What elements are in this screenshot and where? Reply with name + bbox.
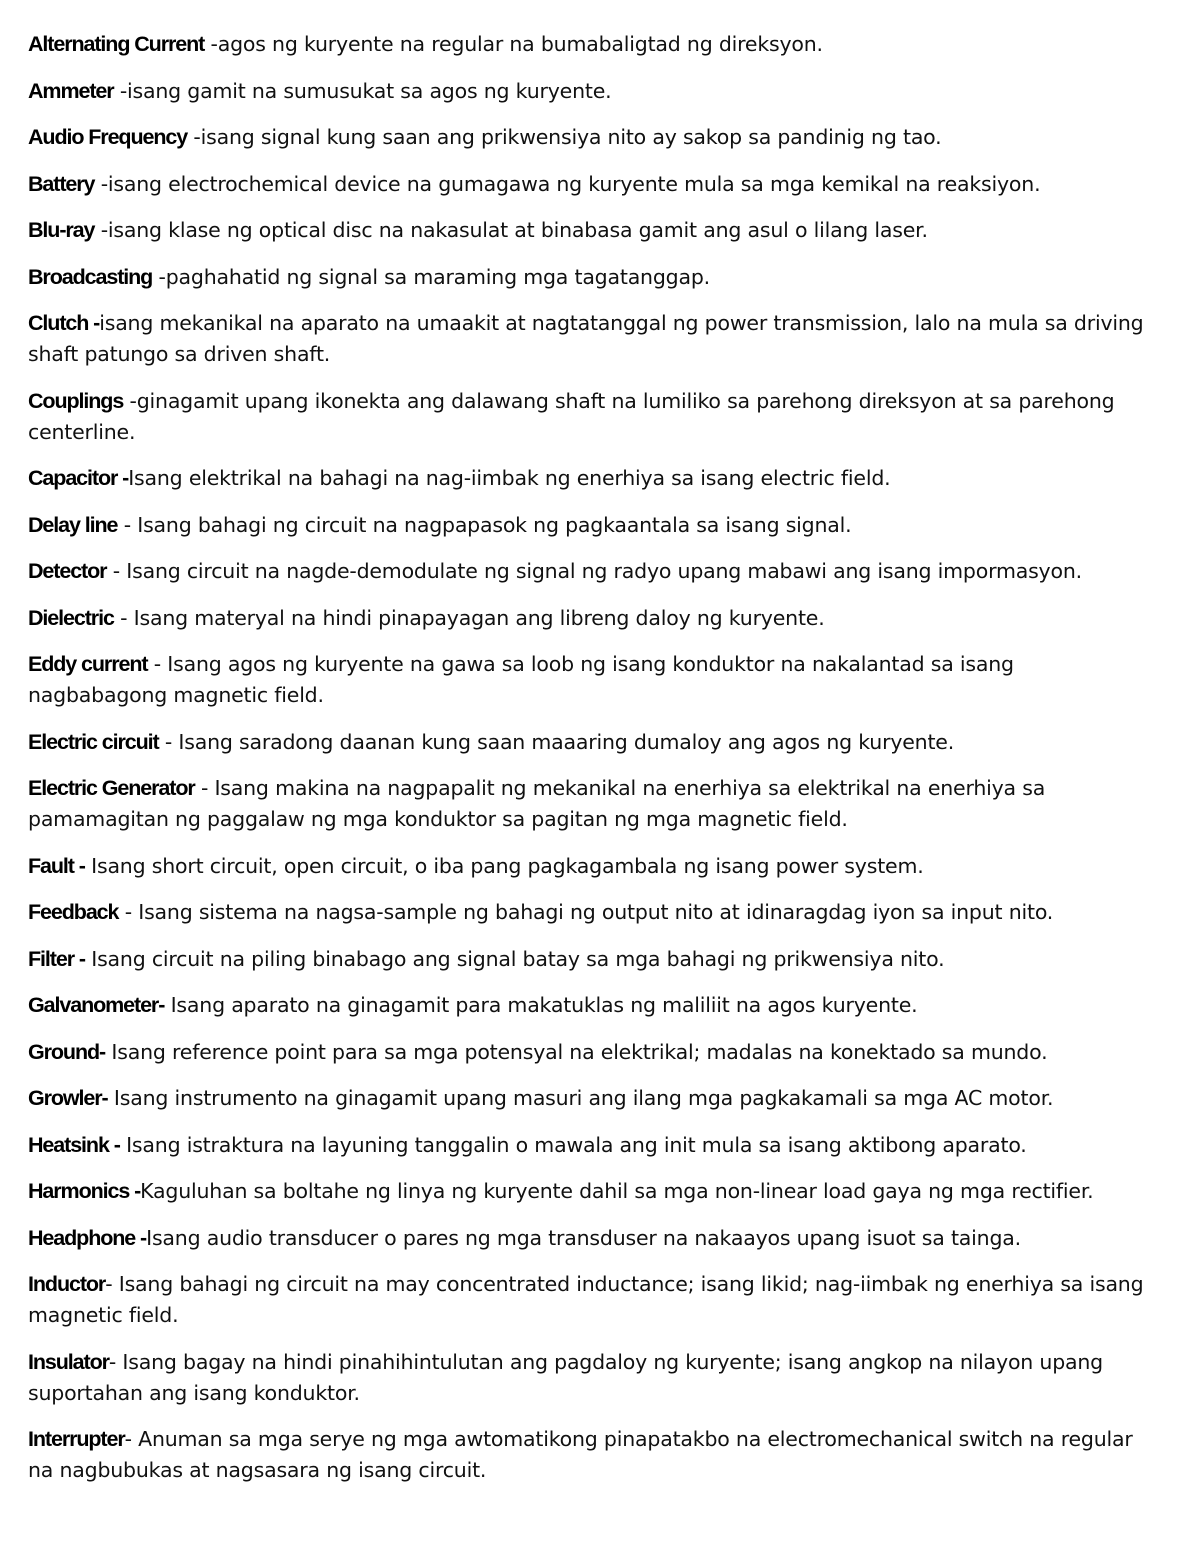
glossary-entry — [28, 169, 1156, 200]
glossary-entry — [28, 773, 1156, 835]
glossary-definition: Isang audio transducer o pares ng mga transduser na nakaayos upang isuot sa tainga. — [146, 1225, 1021, 1250]
glossary-definition: - Isang saradong daanan kung saan maaaring dumaloy ang agos ng kuryente. — [158, 729, 955, 754]
glossary-term: Eddy current — [28, 652, 148, 676]
glossary-entry — [28, 1176, 1156, 1207]
glossary-definition: - Isang agos ng kuryente na gawa sa loob ng isang konduktor na nakalantad sa isang nagbabagong magnetic field. — [28, 652, 1014, 707]
glossary-definition: Isang istraktura na layuning tanggalin o mawala ang init mula sa isang aktibong aparato. — [119, 1132, 1027, 1157]
glossary-definition: Isang reference point para sa mga potensyal na elektrikal; madalas na konektado sa mundo. — [105, 1039, 1048, 1064]
glossary-entry — [28, 510, 1156, 541]
glossary-entry — [28, 1347, 1156, 1409]
glossary-term: Couplings — [28, 388, 124, 413]
glossary-definition: - Isang sistema na nagsa-sample ng bahagi ng output nito at idinaragdag iyon sa input nito. — [118, 900, 1054, 924]
glossary-entry — [28, 944, 1156, 975]
glossary-entry — [28, 386, 1156, 448]
glossary-entry — [28, 897, 1156, 928]
glossary-definition: -agos ng kuryente na regular na bumabaligtad ng direksyon. — [204, 32, 823, 56]
glossary-definition: - Isang materyal na hindi pinapayagan ang libreng daloy ng kuryente. — [113, 605, 825, 630]
glossary-entry — [28, 1424, 1156, 1486]
glossary-term: Audio Frequency — [28, 125, 188, 149]
glossary-term: Galvanometer- — [28, 993, 165, 1017]
glossary-term: Alternating Current — [28, 32, 205, 56]
glossary-term: Dielectric — [28, 605, 114, 630]
glossary-term: Inductor — [28, 1272, 106, 1296]
glossary-term: Filter - — [28, 946, 85, 971]
glossary-definition: isang mekanikal na aparato na umaakit at nagtatanggal ng power transmission, lalo na mula sa driving shaft patungo sa driven shaft. — [28, 311, 1144, 366]
glossary-entry — [28, 262, 1156, 293]
glossary-definition: -paghahatid ng signal sa maraming mga tagatanggap. — [152, 264, 710, 289]
glossary-list — [28, 29, 1156, 1502]
glossary-entry — [28, 1083, 1156, 1114]
glossary-term: Growler- — [28, 1086, 108, 1110]
glossary-entry — [28, 649, 1156, 711]
glossary-definition: Isang short circuit, open circuit, o iba pang pagkagambala ng isang power system. — [84, 853, 924, 878]
glossary-definition: - Isang makina na nagpapalit ng mekanikal na enerhiya sa elektrikal na enerhiya sa pamamagitan ng paggalaw ng mga konduktor sa pagitan ng mga magnetic field. — [28, 776, 1046, 831]
glossary-definition: - Isang bahagi ng circuit na may concentrated inductance; isang likid; nag-iimbak ng enerhiya sa isang magnetic field. — [28, 1272, 1144, 1327]
glossary-term: Heatsink - — [28, 1132, 120, 1157]
glossary-definition: Isang instrumento na ginagamit upang masuri ang ilang mga pagkakamali sa mga AC motor. — [107, 1086, 1054, 1110]
glossary-entry — [28, 1037, 1156, 1068]
glossary-definition: -isang klase ng optical disc na nakasulat at binabasa gamit ang asul o lilang laser. — [94, 218, 928, 242]
glossary-term: Fault - — [28, 853, 85, 878]
glossary-entry — [28, 851, 1156, 882]
glossary-definition: - Anuman sa mga serye ng mga awtomatikong pinapatakbo na electromechanical switch na regular na nagbubukas at nagsasara ng isang circuit. — [28, 1427, 1133, 1482]
glossary-entry — [28, 29, 1156, 60]
glossary-term: Delay line — [28, 512, 118, 537]
glossary-term: Headphone - — [28, 1225, 147, 1250]
glossary-definition: - Isang bagay na hindi pinahihintulutan ang pagdaloy ng kuryente; isang angkop na nilayon upang suportahan ang isang konduktor. — [28, 1349, 1103, 1405]
glossary-term: Clutch - — [28, 311, 100, 335]
glossary-entry — [28, 308, 1156, 370]
glossary-term: Detector — [28, 559, 107, 583]
glossary-entry — [28, 463, 1156, 494]
glossary-definition: Isang aparato na ginagamit para makatuklas ng maliliit na agos kuryente. — [164, 993, 918, 1017]
glossary-definition: -isang gamit na sumusukat sa agos ng kuryente. — [113, 78, 612, 103]
glossary-definition: - Isang circuit na nagde-demodulate ng signal ng radyo upang mabawi ang isang impormasyon. — [106, 559, 1082, 583]
glossary-term: Broadcasting — [28, 264, 153, 289]
glossary-entry — [28, 1223, 1156, 1254]
glossary-term: Battery — [28, 171, 95, 196]
glossary-term: Electric Generator — [28, 776, 195, 800]
glossary-term: Ammeter — [28, 78, 114, 103]
glossary-term: Ground- — [28, 1039, 106, 1064]
glossary-definition: Isang elektrikal na bahagi na nag-iimbak ng enerhiya sa isang electric field. — [128, 466, 891, 490]
glossary-entry — [28, 76, 1156, 107]
glossary-entry — [28, 603, 1156, 634]
glossary-definition: - Isang bahagi ng circuit na nagpapasok ng pagkaantala sa isang signal. — [117, 512, 852, 537]
glossary-entry — [28, 122, 1156, 153]
glossary-term: Blu-ray — [28, 218, 95, 242]
glossary-entry — [28, 556, 1156, 587]
glossary-definition: -ginagamit upang ikonekta ang dalawang shaft na lumiliko sa parehong direksyon at sa parehong centerline. — [28, 388, 1115, 444]
glossary-term: Electric circuit — [28, 729, 159, 754]
glossary-definition: -isang signal kung saan ang prikwensiya nito ay sakop sa pandinig ng tao. — [187, 125, 942, 149]
glossary-term: Capacitor - — [28, 466, 129, 490]
glossary-definition: -isang electrochemical device na gumagawa ng kuryente mula sa mga kemikal na reaksiyon. — [94, 171, 1041, 196]
glossary-term: Feedback — [28, 900, 119, 924]
glossary-entry — [28, 1130, 1156, 1161]
glossary-entry — [28, 727, 1156, 758]
glossary-definition: Isang circuit na piling binabago ang signal batay sa mga bahagi ng prikwensiya nito. — [84, 946, 945, 971]
glossary-term: Insulator — [28, 1349, 109, 1374]
glossary-definition: Kaguluhan sa boltahe ng linya ng kuryente dahil sa mga non-linear load gaya ng mga rectifier. — [140, 1179, 1094, 1203]
glossary-entry — [28, 1269, 1156, 1331]
glossary-entry — [28, 215, 1156, 246]
glossary-term: Interrupter — [28, 1427, 125, 1451]
glossary-entry — [28, 990, 1156, 1021]
glossary-term: Harmonics - — [28, 1179, 141, 1203]
